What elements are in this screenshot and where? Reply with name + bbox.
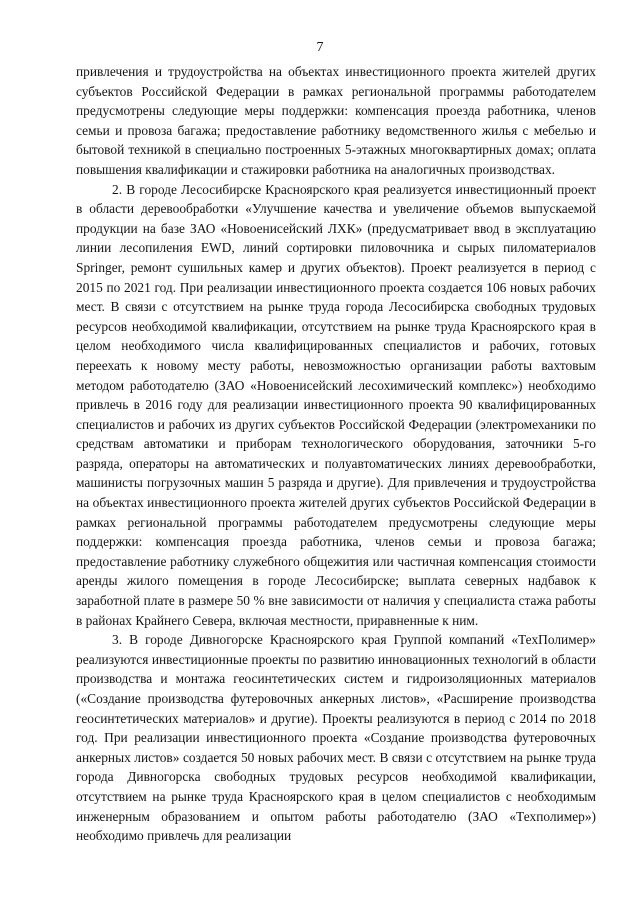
paragraph-item-2: 2. В городе Лесосибирске Красноярского края реализуется инвестиционный проект в области деревообработки «Улучшение качества и увеличение объемов выпускаемой продукции на базе ЗАО «Новоенисейский ЛХК» (предусматривает ввод в эксплуатацию линии лесопиления EWD, линий сортировки пиловочника и сырых пиломатериалов Springer, ремонт сушильных камер и других объектов). Проект реализуется в период с 2015 по 2021 год. При реализации инвестиционного проекта создается 106 новых рабочих мест. В связи с отсутствием на рынке труда города Лесосибирска свободных трудовых ресурсов необходимой квалификации, отсутствием на рынке труда Красноярского края в целом необходимого числа квалифицированных специалистов и рабочих, готовых переехать к новому месту работы, невозможностью организации работы вахтовым методом работодателю (ЗАО «Новоенисейский лесохимический комплекс») необходимо привлечь в 2016 году для реализации инвестиционного проекта 90 квалифицированных специалистов и рабочих из других субъектов Российской Федерации (электромеханики по средствам автоматики и приборам технологического оборудования, заточники 5-го разряда, операторы на автоматических и полуавтоматических линиях деревообработки, машинисты погрузочных машин 5 разряда и другие). Для привлечения и трудоустройства на объектах инвестиционного проекта жителей других субъектов Российской Федерации в рамках региональной программы работодателем предусмотрены следующие меры поддержки: компенсация проезда работника, членов семьи и провоза багажа; предоставление работнику служебного общежития или частичная компенсация стоимости аренды жилого помещения в городе Лесосибирске; выплата северных надбавок к заработной плате в размере 50 % вне зависимости от наличия у специалиста стажа работы в районах Крайнего Севера, включая местности, приравненные к ним. xyxy=(76,181,596,628)
page-number: 7 xyxy=(316,40,324,55)
document-body xyxy=(76,62,596,846)
paragraph-item-3: 3. В городе Дивногорске Красноярского края Группой компаний «ТехПолимер» реализуются инвестиционные проекты по развитию инновационных технологий в области производства и монтажа геосинтетических систем и гидроизоляционных материалов («Создание производства футеровочных анкерных листов», «Расширение производства геосинтетических материалов» и другие). Проекты реализуются в период с 2014 по 2018 год. При реализации инвестиционного проекта «Создание производства футеровочных анкерных листов» создается 50 новых рабочих мест. В связи с отсутствием на рынке труда города Дивногорска свободных трудовых ресурсов необходимой квалификации, отсутствием на рынке труда Красноярского края в целом специалистов с необходимым инженерным образованием и опытом работы работодателю (ЗАО «Техполимер») необходимо привлечь для реализации xyxy=(76,632,596,844)
paragraph-continuation: привлечения и трудоустройства на объектах инвестиционного проекта жителей других субъектов Российской Федерации в рамках региональной программы работодателем предусмотрены следующие меры поддержки: компенсация проезда работника, членов семьи и провоза багажа; предоставление работнику ведомственного жилья с мебелью и бытовой техникой в специально построенных 5-этажных многоквартирных домах; оплата повышения квалификации и стажировки работника на аналогичных производствах. xyxy=(76,64,596,177)
